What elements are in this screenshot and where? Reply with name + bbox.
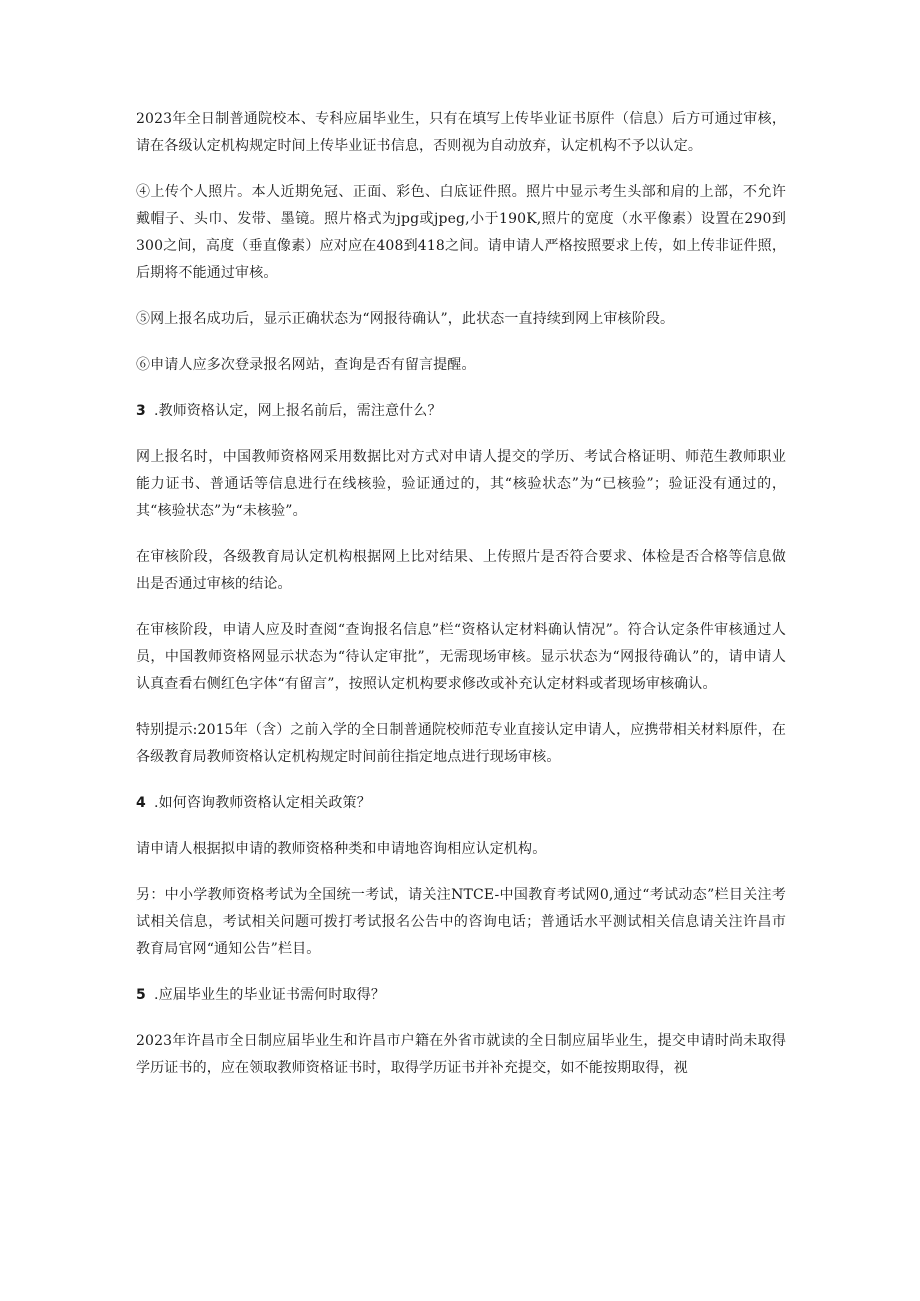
paragraph-consult-agency: 请申请人根据拟申请的教师资格种类和申请地咨询相应认定机构。 <box>136 841 547 857</box>
question-text: .教师资格认定，网上报名前后，需注意什么？ <box>154 403 442 419</box>
paragraph-upload-photo: ④上传个人照片。本人近期免冠、正面、彩色、白底证件照。照片中显示考生头部和肩的上部，不允许戴帽子、头巾、发带、墨镜。照片格式为jpg或jpeg,小于190K,照片的宽度（水平像素）设置在290到300之间，高度（垂直像素）应对应在408到418之间。请申请人严格按照要求上传，如上传非证件照，后期将不能通过审核。 <box>136 184 786 281</box>
question-heading-3 <box>136 398 786 425</box>
paragraph-review-status: 在审核阶段，申请人应及时查阅“查询报名信息”栏“资格认定材料确认情况”。符合认定条件审核通过人员，中国教师资格网显示状态为“待认定审批”，无需现场审核。显示状态为“网报待确认”的，请申请人认真查看右侧红色字体“有留言”，按照认定机构要求修改或补充认定材料或者现场审核确认。 <box>136 622 786 692</box>
paragraph-exam-info: 另：中小学教师资格考试为全国统一考试，请关注NTCE-中国教育考试网0,通过“考试动态”栏目关注考试相关信息，考试相关问题可拨打考试报名公告中的咨询电话；普通话水平测试相关信息请关注许昌市教育局官网“通知公告”栏目。 <box>136 887 786 957</box>
paragraph-special-notice: 特别提示:2015年（含）之前入学的全日制普通院校师范专业直接认定申请人，应携带相关材料原件，在各级教育局教师资格认定机构规定时间前往指定地点进行现场审核。 <box>136 722 786 765</box>
paragraph-graduate-certificate: 2023年全日制普通院校本、专科应届毕业生，只有在填写上传毕业证书原件（信息）后方可通过审核，请在各级认定机构规定时间上传毕业证书信息，否则视为自动放弃，认定机构不予以认定。 <box>136 111 786 154</box>
question-number: 3 <box>136 403 146 419</box>
paragraph-online-status: ⑤网上报名成功后，显示正确状态为“网报待确认”，此状态一直持续到网上审核阶段。 <box>136 311 675 327</box>
question-number: 4 <box>136 795 146 811</box>
document-body <box>136 106 786 1101</box>
question-heading-5 <box>136 982 786 1009</box>
paragraph-online-verification: 网上报名时，中国教师资格网采用数据比对方式对申请人提交的学历、考试合格证明、师范生教师职业能力证书、普通话等信息进行在线核验，验证通过的，其“核验状态”为“已核验”；验证没有通过的，其“核验状态”为“未核验”。 <box>136 449 786 519</box>
question-text: .应届毕业生的毕业证书需何时取得？ <box>154 987 385 1003</box>
paragraph-graduate-deadline: 2023年许昌市全日制应届毕业生和许昌市户籍在外省市就读的全日制应届毕业生，提交申请时尚未取得学历证书的，应在领取教师资格证书时，取得学历证书并补充提交，如不能按期取得，视 <box>136 1033 786 1076</box>
paragraph-check-messages: ⑥申请人应多次登录报名网站，查询是否有留言提醒。 <box>136 357 476 373</box>
question-text: .如何咨询教师资格认定相关政策？ <box>154 795 371 811</box>
paragraph-review-stage: 在审核阶段，各级教育局认定机构根据网上比对结果、上传照片是否符合要求、体检是否合格等信息做出是否通过审核的结论。 <box>136 549 786 592</box>
question-heading-4 <box>136 790 786 817</box>
question-number: 5 <box>136 987 146 1003</box>
